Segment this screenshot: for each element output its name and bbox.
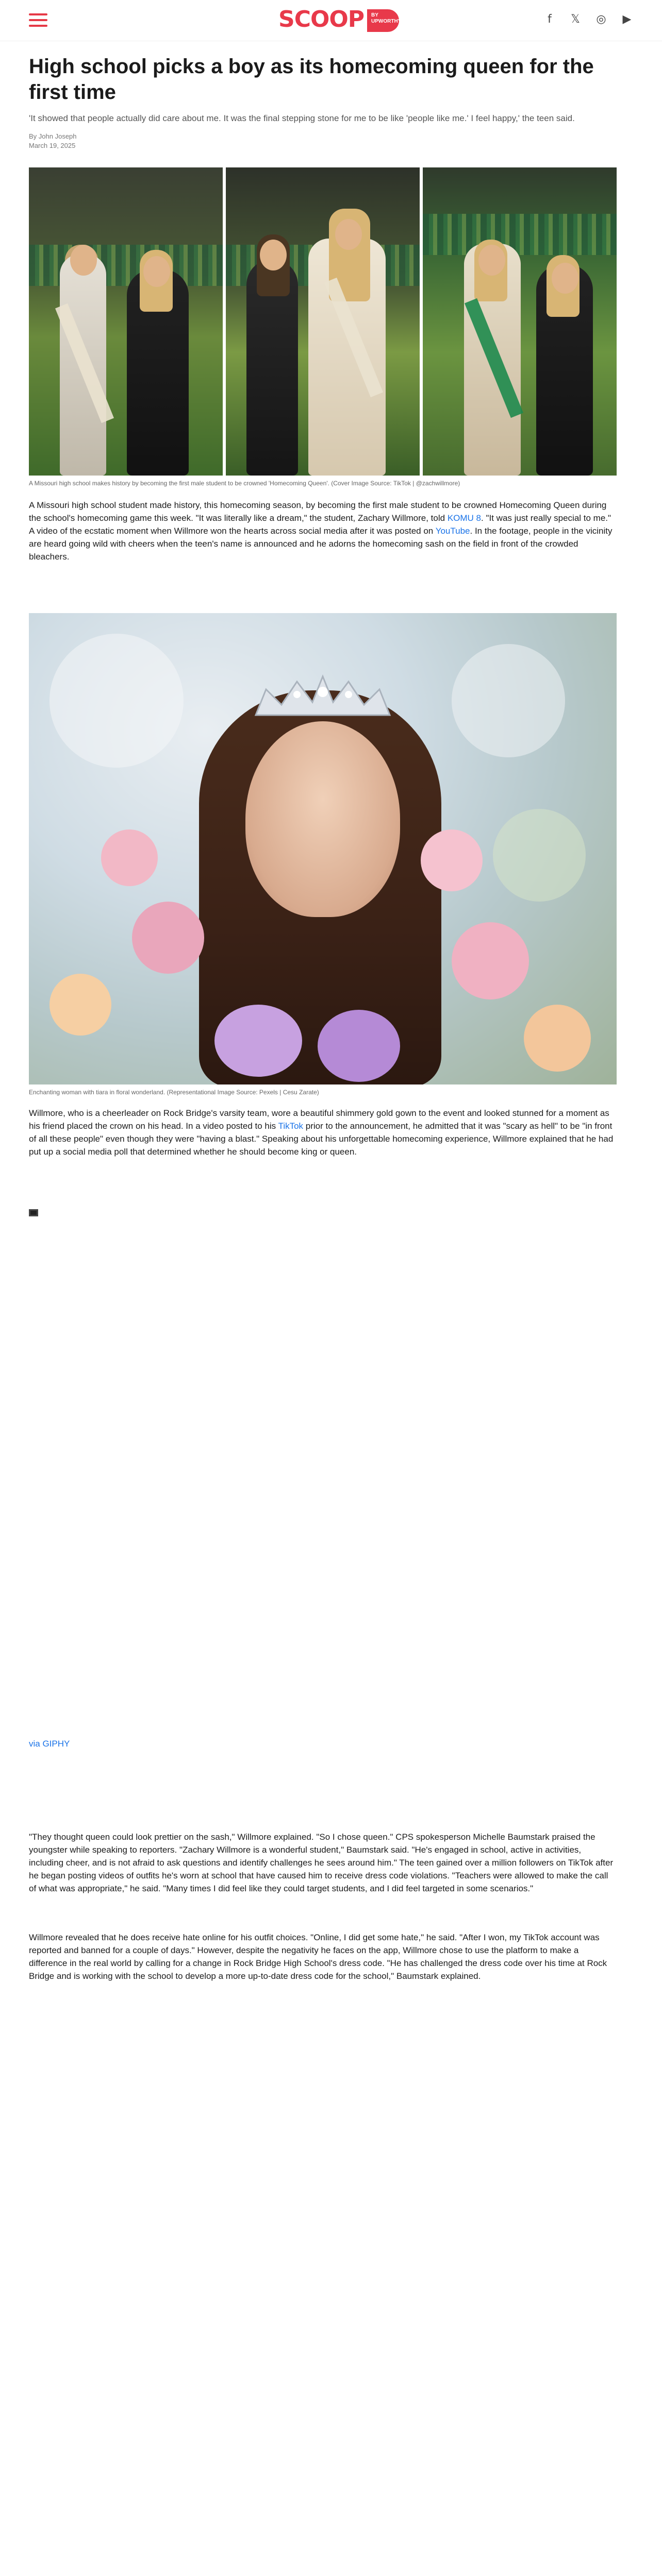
instagram-icon[interactable]: ◎	[596, 13, 606, 26]
hero-image-panel	[226, 167, 420, 476]
giphy-embed-icon[interactable]	[29, 1209, 38, 1216]
article-paragraph: Willmore, who is a cheerleader on Rock Bridge's varsity team, wore a beautiful shimmery gold gown to the event and looked stunned for a moment as his friend placed the crown on his head. In a video posted to his TikTok prior to the announcement, he admitted that it was "scary as hell" to be "in front of all these people" even though they were "having a blast." Speaking about his unforgettable homecoming experience, Willmore explained that he had put up a social media poll that determined whether he should become king or queen.	[29, 1108, 614, 1157]
hero-image	[29, 167, 617, 476]
tiktok-link[interactable]: TikTok	[278, 1121, 304, 1131]
article-image	[29, 613, 617, 1084]
komu-link[interactable]: KOMU 8	[447, 513, 482, 523]
image-caption: Enchanting woman with tiara in floral wonderland. (Representational Image Source: Pexels | Cesu Zarate)	[29, 1089, 319, 1096]
site-header	[0, 0, 662, 41]
gif-embed[interactable]	[29, 1221, 617, 1731]
article-paragraph: "They thought queen could look prettier on the sash," Willmore explained. "So I chose queen." CPS spokesperson Michelle Baumstark praised the youngster while speaking to reporters. "Zachary Willmore is a wonderful student," Baumstark said. "He's engaged in school, active in activities, including cheer, and is not afraid to ask questions and identify challenges he sees around him." The teen gained over a million followers on TikTok after he began posting videos of outfits he's worn at school that have caused him to receive dress code violations. "Teachers were allowed to make the call of what was appropriate," he said. "Many times I did feel like they could target students, and I did feel targeted in some scenarios."	[29, 1832, 614, 1893]
gif-embed[interactable]	[29, 1999, 617, 2576]
menu-icon[interactable]	[29, 13, 47, 27]
youtube-icon[interactable]: ▶	[622, 13, 632, 26]
youtube-link[interactable]: YouTube	[435, 526, 470, 536]
subheadline: 'It showed that people actually did care about me. It was the final stepping stone for me to be like 'people like me.' I feel happy,' the teen said.	[29, 113, 575, 123]
x-icon[interactable]: 𝕏	[571, 13, 580, 26]
hero-image-panel	[29, 167, 223, 476]
hero-image-panel	[423, 167, 617, 476]
article-paragraph: Willmore revealed that he does receive hate online for his outfit choices. "Online, I did get some hate," he said. "After I won, my TikTok account was reported and banned for a couple of days." However, despite the negativity he faces on the app, Willmore chose to use the platform to make a difference in the real world by calling for a change in Rock Bridge High School's dress code. "He has challenged the dress code over his time at Rock Bridge and is working with the school to develop a more up-to-date dress code for the school," Baumstark explained.	[29, 1933, 607, 1981]
article-header	[29, 54, 617, 150]
publish-date: March 19, 2025	[29, 142, 76, 149]
page-title: High school picks a boy as its homecoming queen for the first time	[29, 55, 594, 104]
tiara-graphic	[251, 674, 395, 720]
facebook-icon[interactable]: f	[548, 13, 552, 26]
logo-text: SCOOP	[278, 6, 365, 32]
article-paragraph: A Missouri high school student made history, this homecoming season, by becoming the first male student to be crowned Homecoming Queen during the school's homecoming game this week. "It was literally like a dream," the student, Zachary Willmore, told KOMU 8. "It was just really special to me." A video of the ecstatic moment when Willmore won the hearts across social media after it was posted on YouTube. In the footage, people in the vicinity are heard going wild with cheers when the teen's name is announced and he adorns the homecoming sash on the field in front of the crowded bleachers.	[29, 500, 613, 562]
via-giphy-link[interactable]: via GIPHY	[29, 1739, 70, 1749]
social-links	[543, 12, 633, 27]
image-caption: A Missouri high school makes history by becoming the first male student to be crowned 'Homecoming Queen'. (Cover Image Source: TikTok | @zachwillmore)	[29, 480, 460, 487]
logo-badge: BY UPWORTHY	[367, 9, 399, 32]
site-logo[interactable]	[278, 5, 412, 36]
byline[interactable]: By John Joseph	[29, 132, 77, 140]
